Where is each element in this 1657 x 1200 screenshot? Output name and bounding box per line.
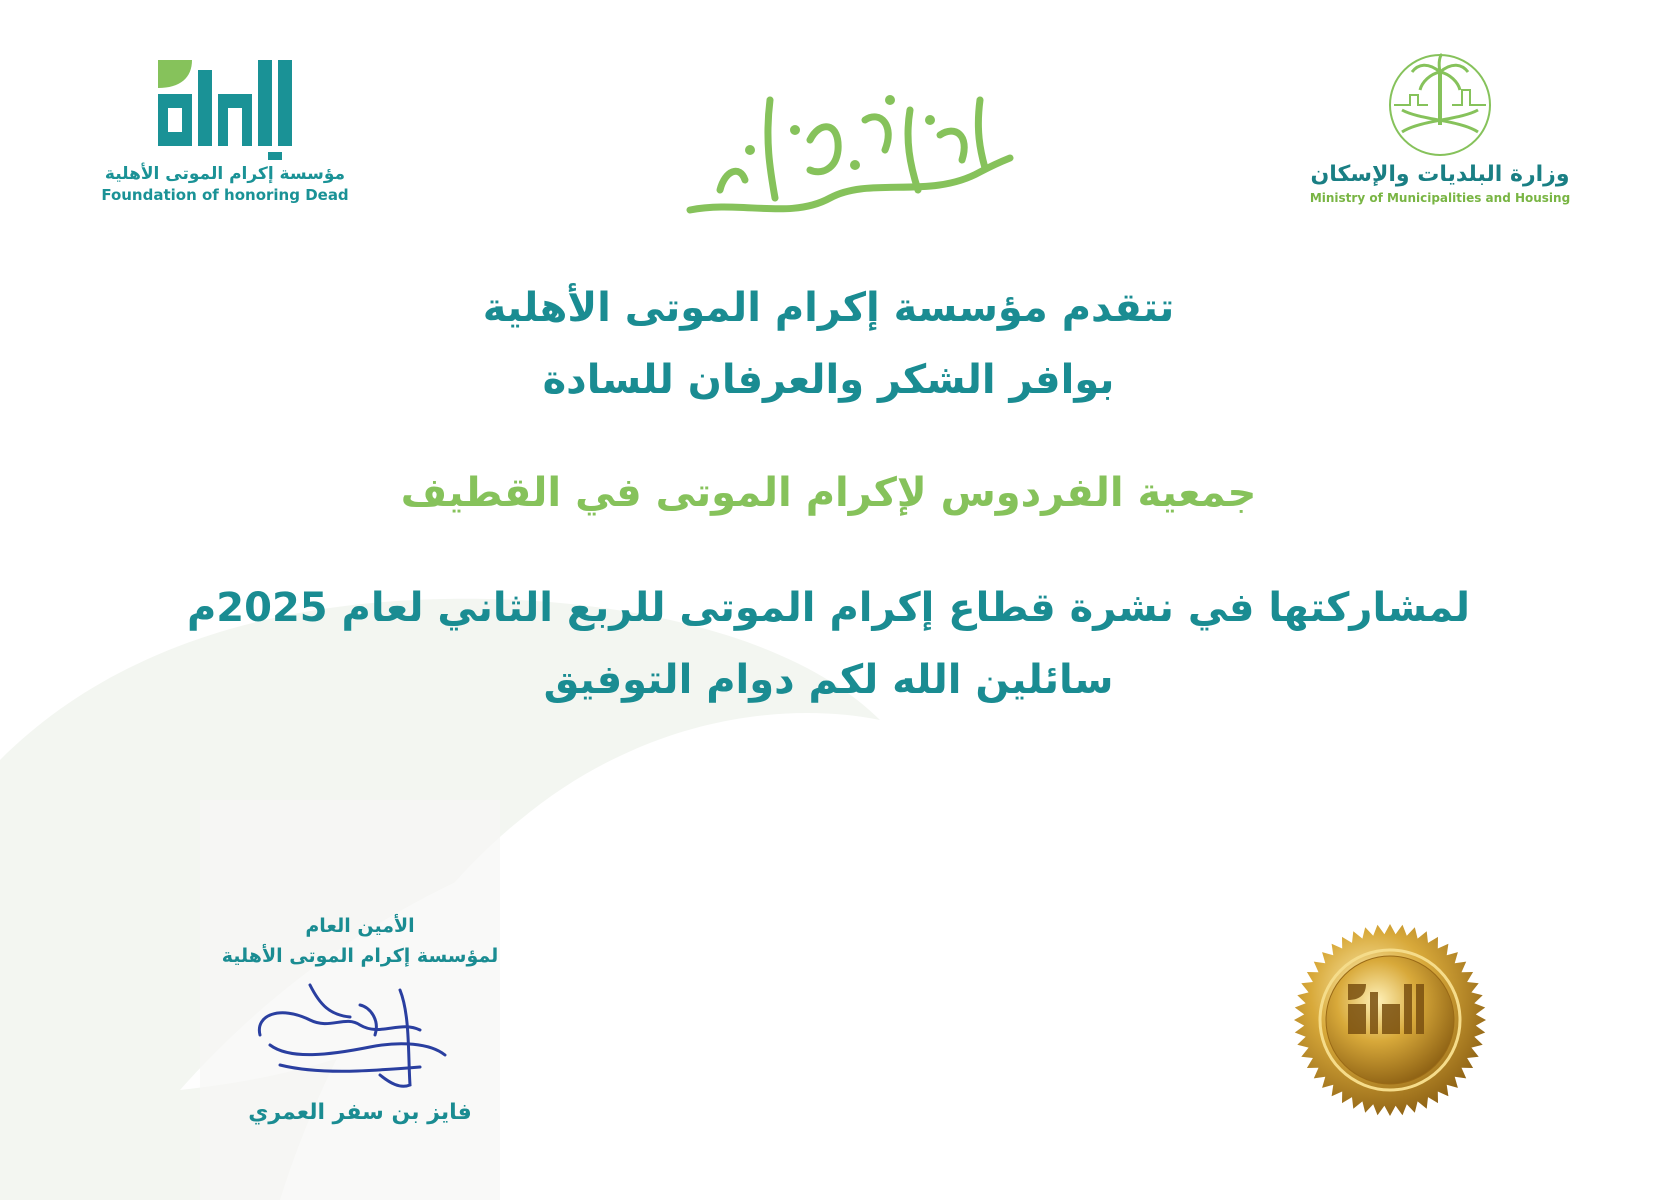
foundation-name-ar: مؤسسة إكرام الموتى الأهلية [104, 164, 346, 184]
palm-swords-emblem-icon [1380, 50, 1500, 160]
reason-line: لمشاركتها في نشرة قطاع إكرام الموتى للربع الثاني لعام 2025م [186, 585, 1471, 631]
ministry-logo [1300, 50, 1580, 230]
intro-line: تتقدم مؤسسة إكرام الموتى الأهلية [482, 285, 1175, 331]
foundation-logo [100, 60, 350, 230]
handwritten-signature-icon [250, 975, 460, 1095]
recipient-name: جمعية الفردوس لإكرام الموتى في القطيف [400, 470, 1257, 516]
thanks-line: بوافر الشكر والعرفان للسادة [542, 357, 1115, 403]
signatory-title: الأمين العام [305, 915, 415, 937]
closing-line: سائلين الله لكم دوام التوفيق [543, 657, 1114, 703]
ministry-name-en: Ministry of Municipalities and Housing [1309, 191, 1571, 205]
thanks-calligraphy [680, 80, 1020, 230]
ministry-name-ar: وزارة البلديات والإسكان [1310, 162, 1570, 187]
ikram-logo-icon [150, 60, 300, 160]
gold-seal-icon [1290, 920, 1490, 1120]
signatory-name: فايز بن سفر العمري [248, 1100, 472, 1125]
foundation-name-en: Foundation of honoring Dead [101, 186, 349, 204]
signatory-organization: لمؤسسة إكرام الموتى الأهلية [221, 945, 499, 967]
calligraphy-text [680, 110, 1020, 184]
